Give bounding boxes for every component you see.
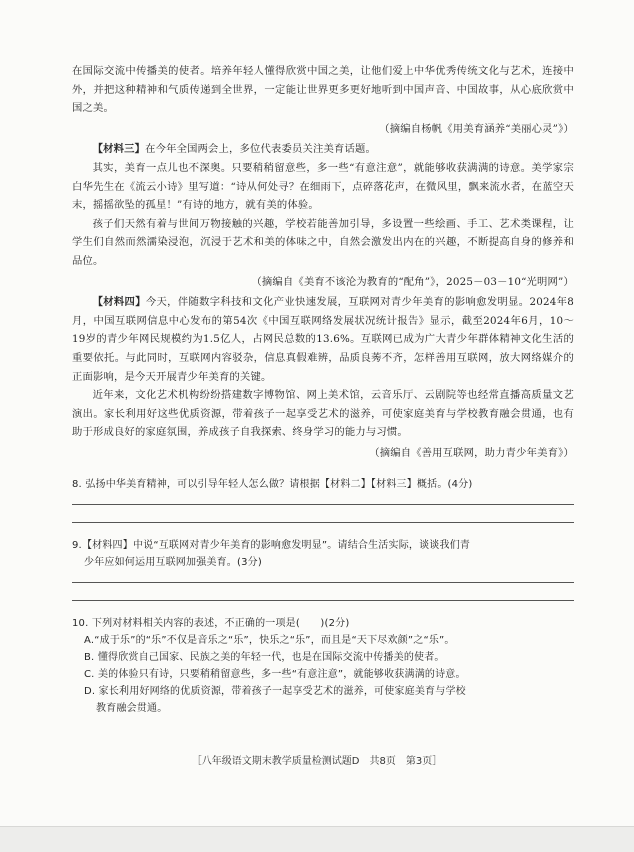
intro-paragraph: 在国际交流中传播美的使者。培养年轻人懂得欣赏中国之美，让他们爱上中华优秀传统文化与艺术，连接中外，并把这种精神和气质传递到全世界，一定能让世界更多更好地听到中国声音、中国故事，从心底欣赏中国之美。 <box>72 65 574 115</box>
material-4-label: 【材料四】 <box>92 296 146 309</box>
material-3-paragraph-1 <box>72 140 574 159</box>
question-9 <box>72 537 574 601</box>
question-9-text-1: 9.【材料四】中说“互联网对青少年美育的影响愈发明显”。请结合生活实际，谈谈我们青 <box>72 540 471 552</box>
material-3-label: 【材料三】 <box>92 143 146 156</box>
source-3: （摘编自《善用互联网，助力青少年美育》） <box>369 446 574 459</box>
question-10 <box>72 615 574 717</box>
answer-line-8b[interactable] <box>72 522 574 523</box>
option-b[interactable]: B. 懂得欣赏自己国家、民族之美的年轻一代，也是在国际交流中传播美的使者。 <box>84 652 445 664</box>
page-footer: ［八年级语文期末教学质量检测试题D 共8页 第3页］ <box>191 756 443 767</box>
option-a[interactable]: A.“成于乐”的“乐”不仅是音乐之“乐”，快乐之“乐”，而且是“天下尽欢颜”之“乐”。 <box>84 635 455 647</box>
scan-bottom-strip <box>0 826 634 852</box>
option-d-line-2[interactable]: 教育融会贯通。 <box>96 703 168 715</box>
material-3-paragraph-2: 其实，美育一点儿也不深奥。只要稍稍留意些，多一些“有意注意”，就能够收获满满的诗意。美学家宗白华先生在《流云小诗》里写道：“诗从何处寻？在细雨下，点碎落花声，在微风里，飘来流水者，在蓝空天末，摇摇欲坠的孤星！”有诗的地方，就有美的体验。 <box>72 161 574 212</box>
material-3-paragraph-3: 孩子们天然有着与世间万物接触的兴趣，学校若能善加引导，多设置一些绘画、手工、艺术类课程，让学生们自然而然濡染浸泡，沉浸于艺术和美的体味之中，自然会激发出内在的兴趣，不断提高自身的修养和品位。 <box>72 217 574 267</box>
answer-line-9a[interactable] <box>72 582 574 583</box>
question-8-text: 8. 弘扬中华美育精神，可以引导年轻人怎么做？请根据【材料二】【材料三】概括。(4分) <box>72 479 473 491</box>
answer-line-9b[interactable] <box>72 600 574 601</box>
option-d-line-1[interactable]: D. 家长利用好网络的优质资源，带着孩子一起享受艺术的滋养，可使家庭美育与学校 <box>84 686 466 698</box>
answer-line-8a[interactable] <box>72 504 574 505</box>
question-9-text-2: 少年应如何运用互联网加强美育。(3分) <box>84 557 262 569</box>
material-4-paragraph-1 <box>72 293 574 386</box>
source-2: （摘编自《美育不该沦为教育的“配角”》，2025－03－10“光明网”） <box>251 275 574 288</box>
material-3-text-1: 在今年全国两会上，多位代表委员关注美育话题。 <box>145 143 377 156</box>
text-body <box>72 62 574 717</box>
source-1: （摘编自杨帆《用美育涵养“美丽心灵”》） <box>379 122 574 135</box>
option-c[interactable]: C. 美的体验只有诗，只要稍稍留意些，多一些“有意注意”，就能够收获满满的诗意。 <box>84 669 466 681</box>
material-4-text-1: 今天，伴随数字科技和文化产业快速发展，互联网对青少年美育的影响愈发明显。2024年8月，中国互联网信息中心发布的第54次《中国互联网络发展状况统计报告》显示，截至2024年6月，10～19岁的青少年网民规模约为1.5亿人，占网民总数的13.6%。互联网已成为广大青少年群体精神文化生活的重要依托。与此同时，互联网内容驳杂，信息真假难辨，品质良莠不齐，怎样善用互联网，放大网络媒介的正面影响，是今天开展青少年美育的关键。 <box>72 296 575 383</box>
question-10-text: 10. 下列对材料相关内容的表述，不正确的一项是( )(2分) <box>72 618 350 630</box>
material-4-paragraph-2: 近年来，文化艺术机构纷纷搭建数字博物馆、网上美术馆，云音乐厅、云剧院等也经常直播高质量文艺演出。家长利用好这些优质资源，带着孩子一起享受艺术的滋养，可使家庭美育与学校教育融会贯通，也有助于形成良好的家庭氛围，养成孩子自我探索、终身学习的能力与习惯。 <box>72 389 574 439</box>
question-8 <box>72 476 574 523</box>
